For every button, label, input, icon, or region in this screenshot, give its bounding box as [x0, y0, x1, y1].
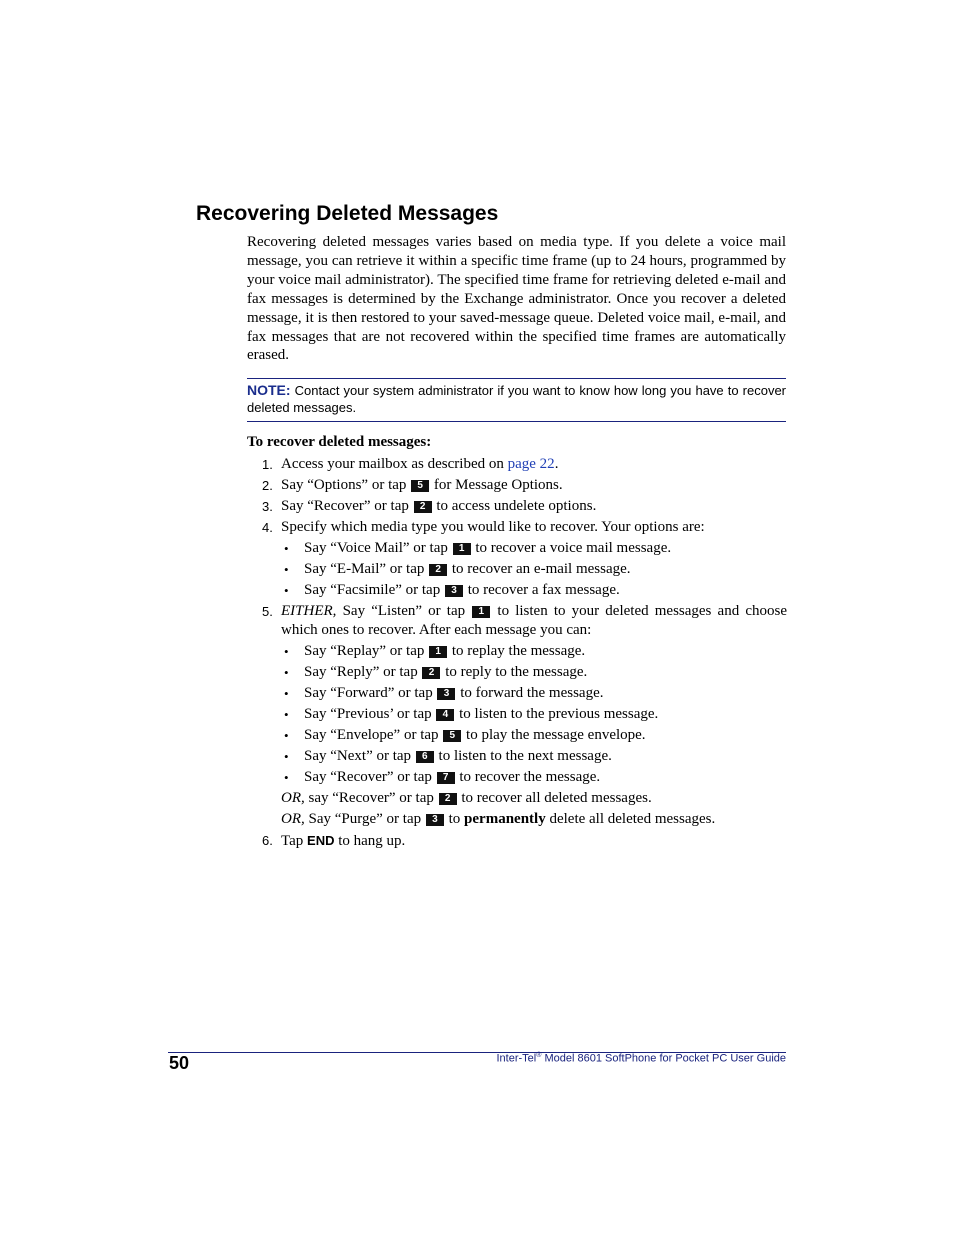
- bullet-icon: •: [284, 644, 289, 659]
- step-text: Tap: [281, 833, 308, 849]
- footer-title: Inter-Tel® Model 8601 SoftPhone for Pocket PC User Guide: [496, 1052, 786, 1065]
- keypad-key-icon: 1: [429, 646, 447, 658]
- bullet-icon: •: [284, 770, 289, 785]
- bullet-icon: •: [284, 686, 289, 701]
- or-label: OR,: [281, 811, 305, 827]
- keypad-key-icon: 3: [437, 688, 455, 700]
- intro-paragraph: Recovering deleted messages varies based on media type. If you delete a voice mail message, you can retrieve it within a specific time frame (up to 24 hours, programmed by your voice mail administrator). The specified time frame for retrieving deleted e-mail and fax messages is determined by the Exchange administrator. Once you recover a deleted message, it is then restored to your saved-message queue. Deleted voice mail, e-mail, and fax messages that are not recovered within the specified time frames are automatically erased.: [247, 234, 786, 364]
- section-heading: Recovering Deleted Messages: [196, 202, 499, 225]
- bullet-icon: •: [284, 707, 289, 722]
- step-text: Say “Recover” or tap: [281, 498, 413, 514]
- step-number: 2.: [262, 478, 273, 493]
- step-text: Specify which media type you would like to recover. Your options are:: [281, 519, 705, 535]
- step-number: 3.: [262, 499, 273, 514]
- keypad-key-icon: 3: [445, 585, 463, 597]
- keypad-key-icon: 7: [437, 772, 455, 784]
- step-text: Say “Listen” or tap: [336, 603, 472, 619]
- note-box: [247, 378, 786, 422]
- end-key-label: END: [307, 833, 335, 848]
- or-label: OR,: [281, 790, 305, 806]
- keypad-key-icon: 3: [426, 814, 444, 826]
- bullet-icon: •: [284, 665, 289, 680]
- step-number: 4.: [262, 520, 273, 535]
- note-text: Contact your system administrator if you want to know how long you have to recover deleted messages.: [247, 383, 786, 415]
- alternative-recover-all: OR, say “Recover” or tap 2 to recover all deleted messages.: [281, 790, 652, 806]
- keypad-key-icon: 4: [436, 709, 454, 721]
- note-label: NOTE:: [247, 382, 291, 398]
- procedure-title: To recover deleted messages:: [247, 434, 432, 450]
- bullet-icon: •: [284, 562, 289, 577]
- alternative-purge: OR, Say “Purge” or tap 3 to permanently delete all deleted messages.: [281, 811, 716, 827]
- step-text: Access your mailbox as described on: [281, 456, 508, 472]
- page-number: 50: [169, 1053, 190, 1073]
- bullet-icon: •: [284, 583, 289, 598]
- keypad-key-icon: 2: [439, 793, 457, 805]
- bullet-icon: •: [284, 728, 289, 743]
- keypad-key-icon: 1: [472, 606, 490, 618]
- keypad-key-icon: 2: [422, 667, 440, 679]
- keypad-key-icon: 2: [429, 564, 447, 576]
- page-link[interactable]: page 22: [507, 456, 555, 472]
- bullet-icon: •: [284, 541, 289, 556]
- keypad-key-icon: 5: [411, 480, 429, 492]
- keypad-key-icon: 5: [443, 730, 461, 742]
- either-label: EITHER,: [281, 603, 337, 619]
- step-number: 1.: [262, 457, 273, 472]
- keypad-key-icon: 6: [416, 751, 434, 763]
- step-number: 6.: [262, 833, 273, 848]
- step-text: Say “Options” or tap: [281, 477, 411, 493]
- step-number: 5.: [262, 604, 273, 619]
- registered-mark: ®: [536, 1052, 542, 1059]
- emphasis-permanently: permanently: [464, 811, 546, 827]
- keypad-key-icon: 1: [453, 543, 471, 555]
- keypad-key-icon: 2: [414, 501, 432, 513]
- bullet-icon: •: [284, 749, 289, 764]
